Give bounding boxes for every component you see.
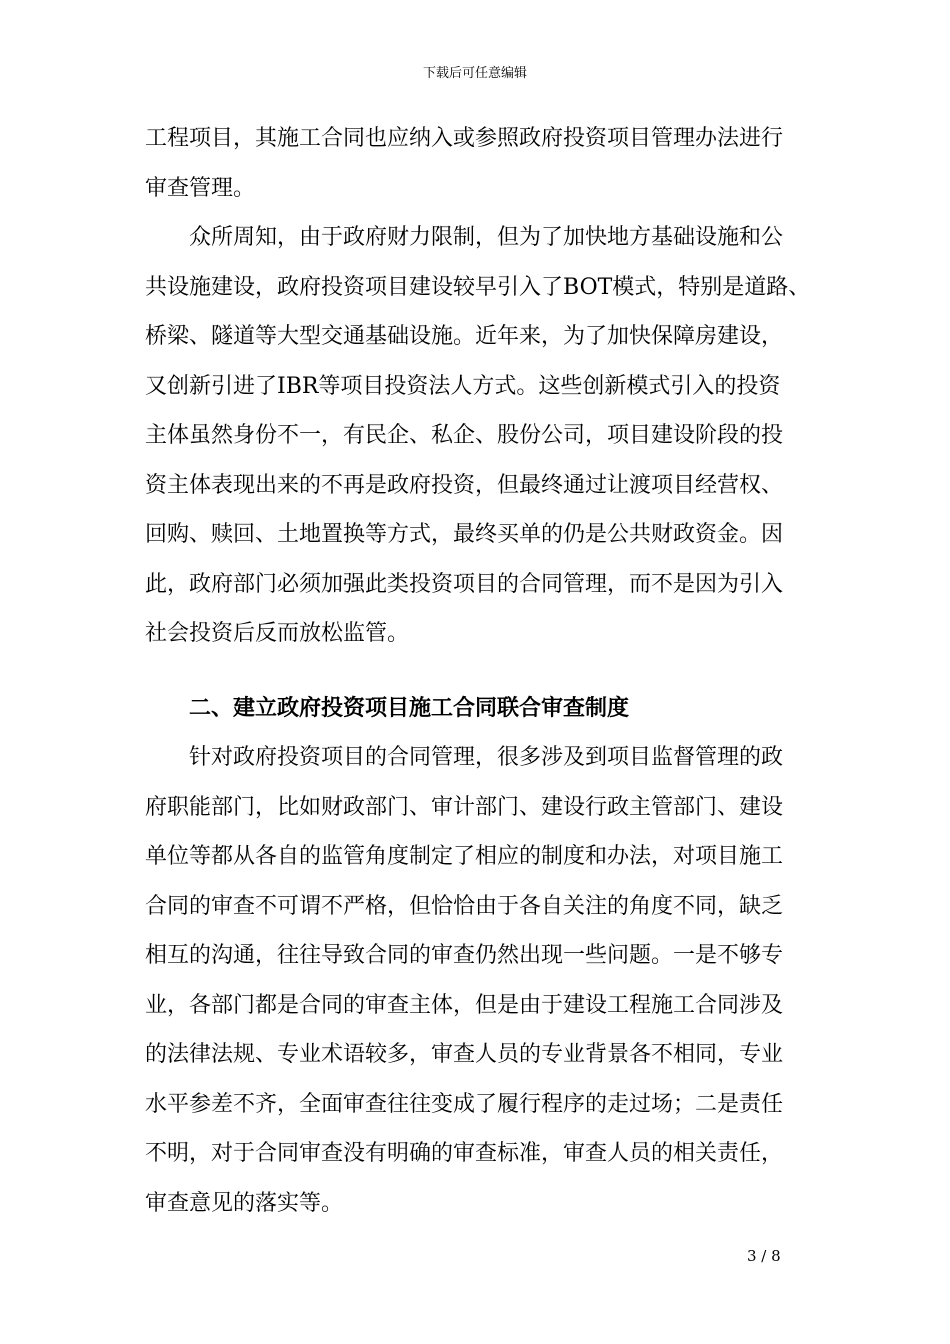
text-line: 单位等都从各自的监管角度制定了相应的制度和办法，对项目施工 bbox=[145, 844, 784, 869]
text-line: 的法律法规、专业术语较多，审查人员的专业背景各不相同，专业 bbox=[145, 1042, 784, 1067]
text-line: 业，各部门都是合同的审查主体，但是由于建设工程施工合同涉及 bbox=[145, 992, 784, 1018]
text-line: 相互的沟通，往往导致合同的审查仍然出现一些问题。一是不够专 bbox=[145, 943, 784, 968]
text-line: 社会投资后反而放松监管。 bbox=[145, 621, 410, 646]
paragraph-bot-model bbox=[145, 213, 811, 659]
paragraph-continuation bbox=[145, 114, 805, 213]
text-line: 此，政府部门必须加强此类投资项目的合同管理，而不是因为引入 bbox=[145, 571, 784, 597]
text-line: 又创新引进了IBR等项目投资法人方式。这些创新模式引入的投资 bbox=[145, 373, 781, 399]
paragraph-joint-review bbox=[145, 733, 805, 1228]
text-line: 府职能部门，比如财政部门、审计部门、建设行政主管部门、建设 bbox=[145, 794, 784, 820]
text-line: 合同的审查不可谓不严格，但恰恰由于各自关注的角度不同，缺乏 bbox=[145, 893, 784, 919]
text-line: 工程项目，其施工合同也应纳入或参照政府投资项目管理办法进行 bbox=[145, 126, 784, 151]
text-line: 审查管理。 bbox=[145, 175, 256, 201]
text-line: 水平参差不齐，全面审查往往变成了履行程序的走过场；二是责任 bbox=[145, 1091, 784, 1117]
section-spacer bbox=[145, 659, 805, 684]
document-body bbox=[145, 114, 811, 1228]
text-line: 共设施建设，政府投资项目建设较早引入了BOT模式，特别是道路、 bbox=[145, 274, 811, 300]
text-line: 资主体表现出来的不再是政府投资，但最终通过让渡项目经营权、 bbox=[145, 472, 784, 498]
page-header: 下载后可任意编辑 bbox=[422, 66, 527, 81]
page-number: 3 / 8 bbox=[747, 1247, 781, 1265]
section-heading: 二、建立政府投资项目施工合同联合审查制度 bbox=[189, 694, 630, 721]
text-line: 回购、赎回、土地置换等方式，最终买单的仍是公共财政资金。因 bbox=[145, 522, 784, 547]
text-line: 不明，对于合同审查没有明确的审查标准，审查人员的相关责任， bbox=[145, 1141, 784, 1166]
text-line: 主体虽然身份不一，有民企、私企、股份公司，项目建设阶段的投 bbox=[145, 423, 784, 448]
text-line: 桥梁、隧道等大型交通基础设施。近年来，为了加快保障房建设， bbox=[145, 324, 784, 349]
text-line: 审查意见的落实等。 bbox=[145, 1190, 344, 1216]
text-line: 针对政府投资项目的合同管理，很多涉及到项目监督管理的政 bbox=[189, 745, 784, 770]
text-line: 众所周知，由于政府财力限制，但为了加快地方基础设施和公 bbox=[189, 225, 784, 250]
